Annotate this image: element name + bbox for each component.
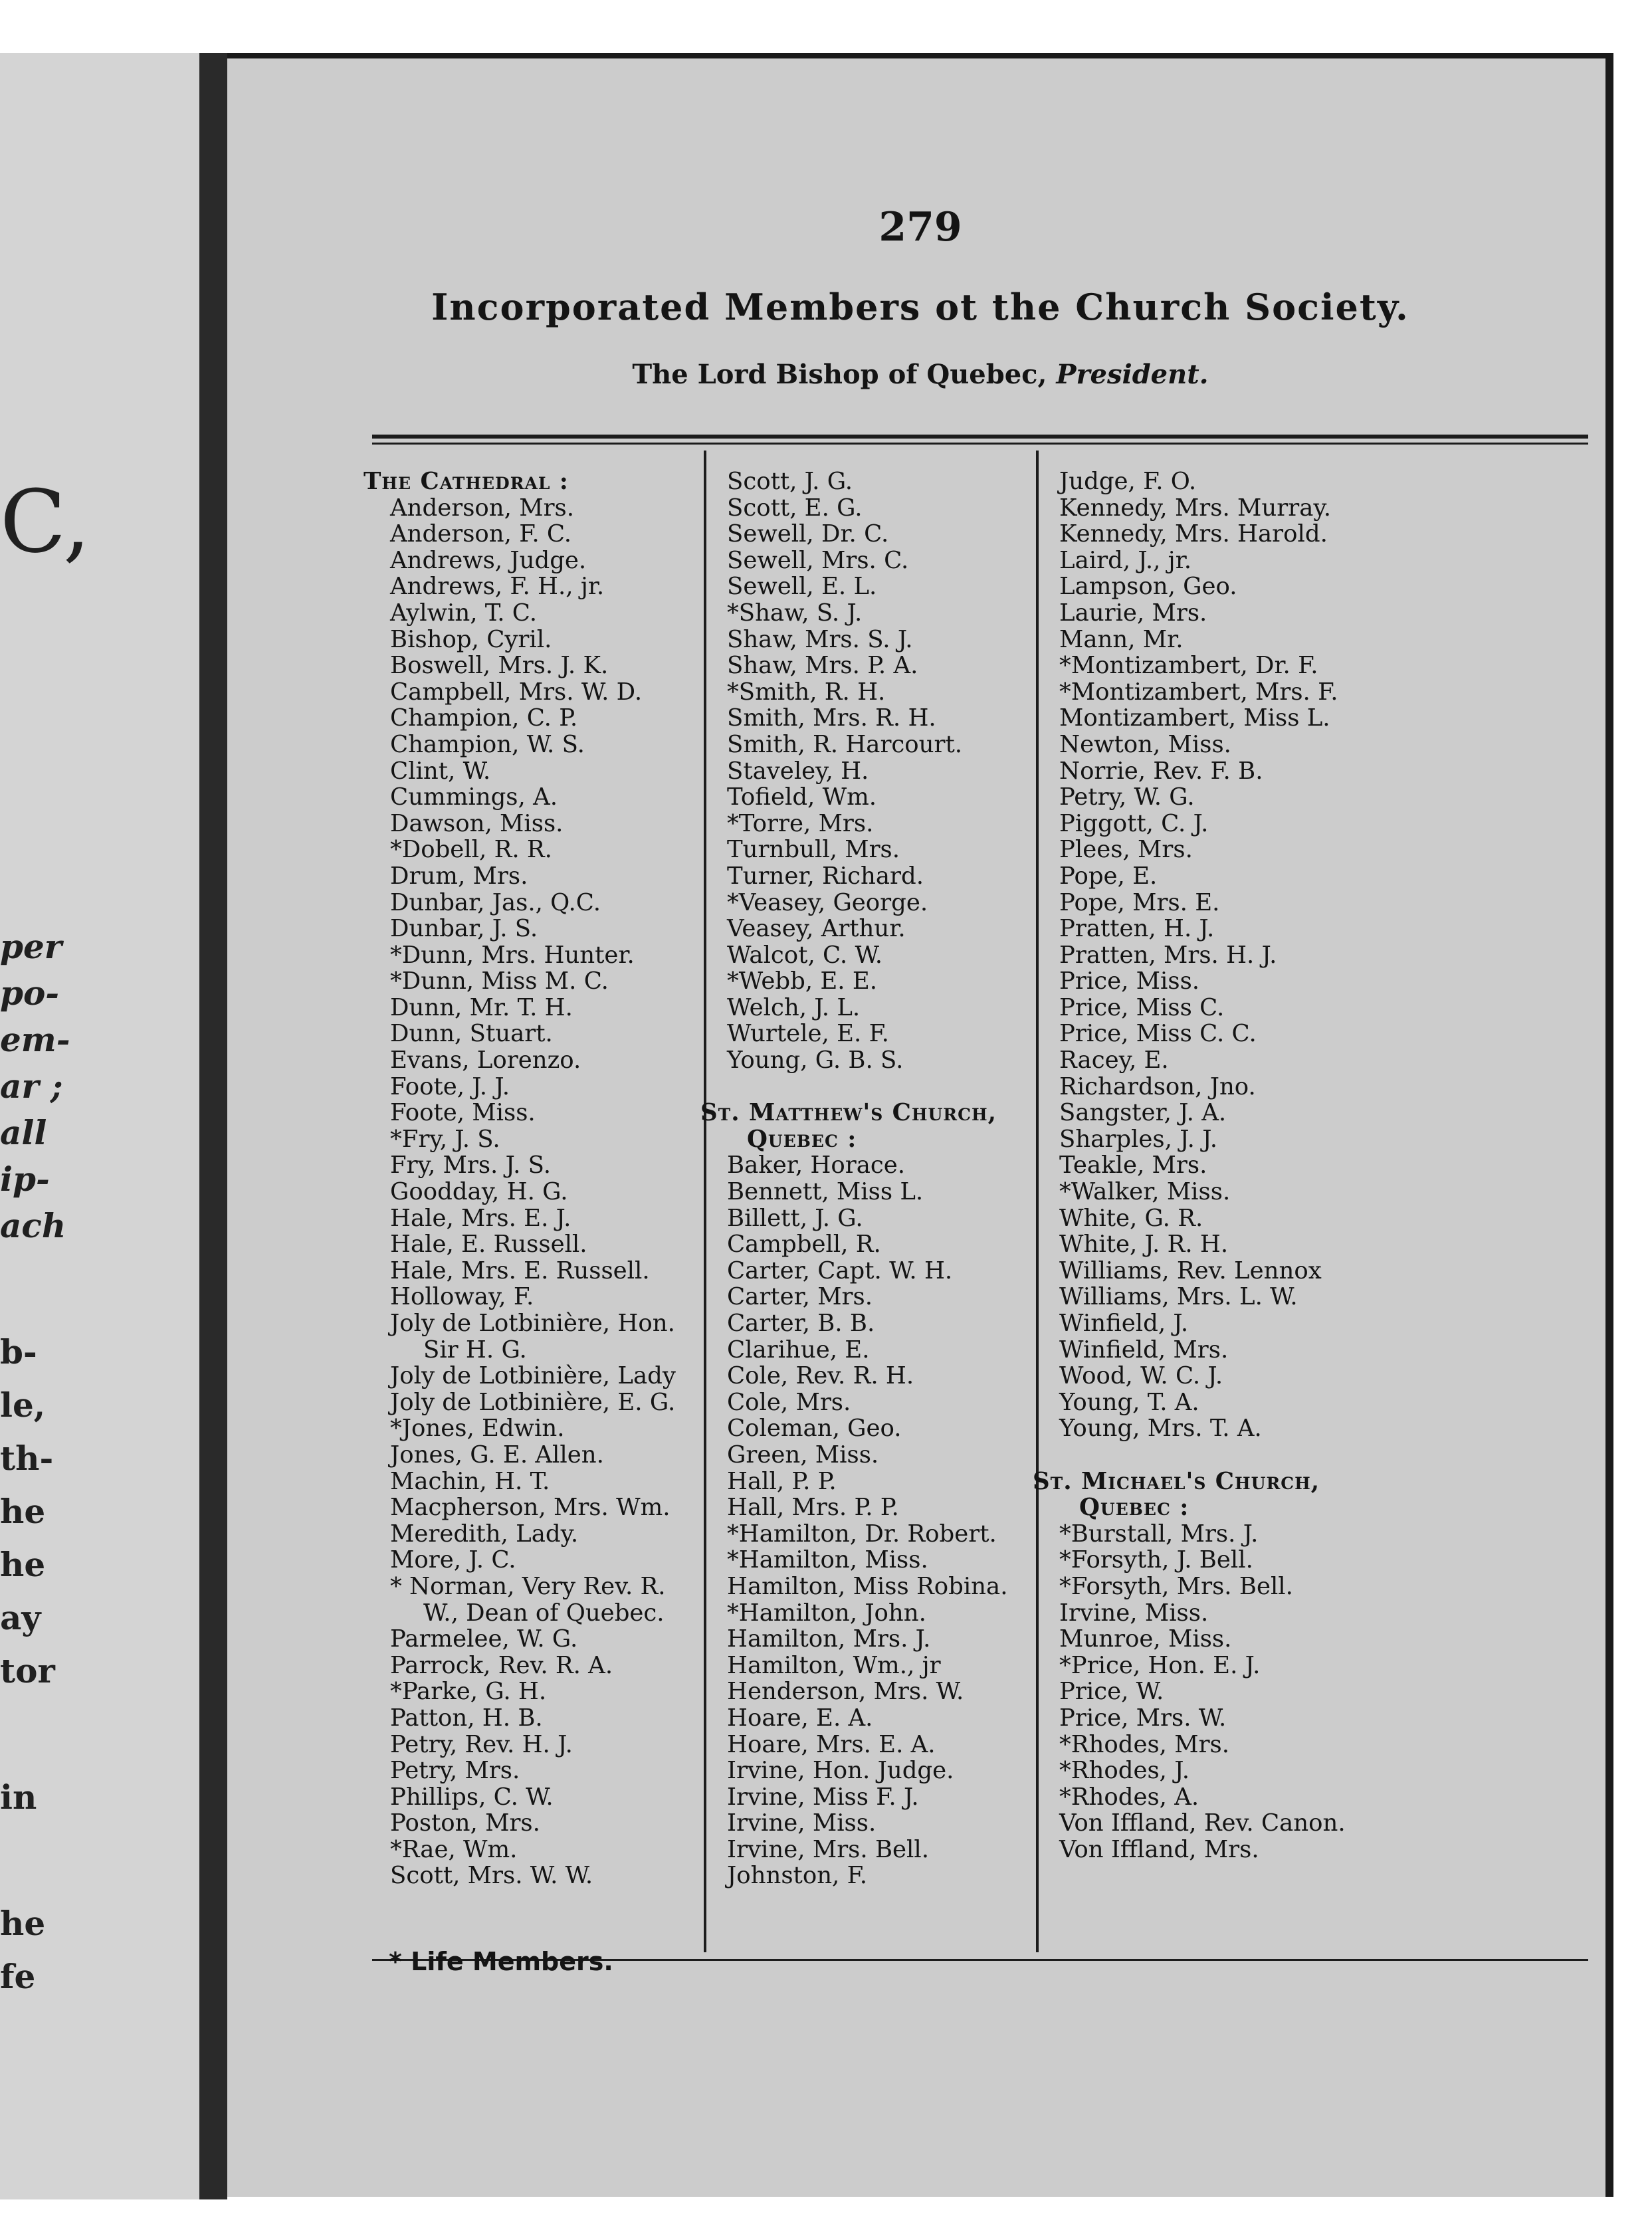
member-entry: *Veasey, George. xyxy=(727,888,928,916)
member-entry: Newton, Miss. xyxy=(1059,730,1231,758)
member-entry: Hoare, Mrs. E. A. xyxy=(727,1730,936,1758)
member-entry: Veasey, Arthur. xyxy=(727,915,906,943)
member-entry: Parmelee, W. G. xyxy=(390,1625,578,1653)
member-entry: Laird, J., jr. xyxy=(1059,546,1192,574)
member-entry: Turner, Richard. xyxy=(727,862,924,890)
member-entry: Cummings, A. xyxy=(390,783,558,811)
member-entry: Wood, W. C. J. xyxy=(1059,1362,1223,1390)
facing-page-fragment xyxy=(0,53,199,2199)
member-entry: Winfield, Mrs. xyxy=(1059,1336,1229,1364)
subtitle-text: The Lord Bishop of Quebec, xyxy=(632,359,1047,390)
member-entry: *Burstall, Mrs. J. xyxy=(1059,1520,1259,1548)
member-entry: Dunn, Stuart. xyxy=(390,1020,553,1048)
member-entry: Foote, Miss. xyxy=(390,1099,536,1127)
member-entry: Tofield, Wm. xyxy=(727,783,877,811)
member-entry: Phillips, C. W. xyxy=(390,1783,554,1811)
member-entry: Sewell, Mrs. C. xyxy=(727,546,909,574)
member-entry: Von Iffland, Rev. Canon. xyxy=(1059,1809,1346,1837)
member-entry: Foote, J. J. xyxy=(390,1072,510,1100)
member-entry: Price, Miss C. C. xyxy=(1059,1020,1257,1048)
member-entry: *Webb, E. E. xyxy=(727,967,878,995)
member-entry: Andrews, F. H., jr. xyxy=(390,573,605,601)
member-entry: W., Dean of Quebec. xyxy=(423,1599,665,1627)
member-entry: Pratten, Mrs. H. J. xyxy=(1059,941,1277,969)
member-entry: Carter, Mrs. xyxy=(727,1283,873,1311)
member-entry: Clint, W. xyxy=(390,757,491,785)
section-heading: Quebec : xyxy=(747,1125,857,1153)
facing-fragment: em- xyxy=(0,1020,70,1059)
page-subtitle xyxy=(227,359,1613,390)
member-entry: *Shaw, S. J. xyxy=(727,599,863,627)
member-entry: *Forsyth, Mrs. Bell. xyxy=(1059,1572,1293,1600)
facing-fragment: he xyxy=(0,1904,46,1943)
member-entry: Hamilton, Mrs. J. xyxy=(727,1625,931,1653)
member-entry: Shaw, Mrs. P. A. xyxy=(727,652,918,680)
member-entry: Shaw, Mrs. S. J. xyxy=(727,625,913,653)
section-heading: St. Michael's Church, xyxy=(1033,1467,1320,1495)
member-entry: Plees, Mrs. xyxy=(1059,836,1193,864)
member-entry: Parrock, Rev. R. A. xyxy=(390,1651,613,1679)
facing-fragment: he xyxy=(0,1492,46,1531)
member-entry: Jones, G. E. Allen. xyxy=(390,1441,604,1469)
member-entry: Price, Miss C. xyxy=(1059,993,1225,1021)
facing-fragment: ip- xyxy=(0,1160,50,1199)
facing-fragment: tor xyxy=(0,1651,55,1690)
member-entry: Meredith, Lady. xyxy=(390,1520,579,1548)
member-entry: Montizambert, Miss L. xyxy=(1059,704,1330,732)
member-entry: *Jones, Edwin. xyxy=(390,1415,565,1443)
facing-fragment: b- xyxy=(0,1332,37,1372)
member-entry: Clarihue, E. xyxy=(727,1336,870,1364)
member-entry: Campbell, R. xyxy=(727,1231,881,1259)
member-entry: Smith, R. Harcourt. xyxy=(727,730,963,758)
section-spacer xyxy=(700,1074,1007,1100)
member-entry: Staveley, H. xyxy=(727,757,869,785)
section-spacer xyxy=(1033,1442,1346,1469)
member-entry: Holloway, F. xyxy=(390,1283,534,1311)
member-entry: *Price, Hon. E. J. xyxy=(1059,1651,1261,1679)
member-entry: Welch, J. L. xyxy=(727,993,861,1021)
page-top-edge xyxy=(227,53,1613,58)
member-entry: White, J. R. H. xyxy=(1059,1231,1229,1259)
member-entry: Evans, Lorenzo. xyxy=(390,1047,581,1074)
member-entry: Lampson, Geo. xyxy=(1059,573,1237,601)
member-entry: Fry, Mrs. J. S. xyxy=(390,1152,551,1179)
member-entry: Billett, J. G. xyxy=(727,1204,863,1232)
facing-fragment: he xyxy=(0,1545,46,1584)
member-entry: Sir H. G. xyxy=(423,1336,527,1364)
member-column-1 xyxy=(363,468,676,1889)
member-entry: * Norman, Very Rev. R. xyxy=(390,1572,666,1600)
facing-fragment: C, xyxy=(0,471,91,572)
member-entry: Petry, Rev. H. J. xyxy=(390,1730,573,1758)
member-entry: Hamilton, Wm., jr xyxy=(727,1651,941,1679)
member-entry: Patton, H. B. xyxy=(390,1704,543,1732)
member-entry: Wurtele, E. F. xyxy=(727,1020,889,1048)
member-entry: Williams, Mrs. L. W. xyxy=(1059,1283,1298,1311)
member-entry: Campbell, Mrs. W. D. xyxy=(390,678,643,706)
facing-fragment: in xyxy=(0,1778,37,1817)
member-entry: Irvine, Miss. xyxy=(727,1809,877,1837)
member-entry: Judge, F. O. xyxy=(1059,468,1197,495)
member-entry: Norrie, Rev. F. B. xyxy=(1059,757,1263,785)
member-entry: *Smith, R. H. xyxy=(727,678,886,706)
member-entry: Scott, Mrs. W. W. xyxy=(390,1862,593,1890)
member-entry: Hall, P. P. xyxy=(727,1467,837,1495)
member-entry: Henderson, Mrs. W. xyxy=(727,1678,964,1706)
member-entry: Von Iffland, Mrs. xyxy=(1059,1835,1259,1863)
member-entry: Kennedy, Mrs. Murray. xyxy=(1059,494,1331,522)
member-entry: Carter, B. B. xyxy=(727,1310,875,1337)
member-entry: Piggott, C. J. xyxy=(1059,809,1209,837)
facing-fragment: th- xyxy=(0,1439,54,1478)
member-entry: Teakle, Mrs. xyxy=(1059,1152,1207,1179)
member-entry: Young, T. A. xyxy=(1059,1388,1199,1416)
facing-fragment: le, xyxy=(0,1385,46,1425)
facing-fragment: all xyxy=(0,1113,47,1152)
book-gutter xyxy=(199,53,227,2199)
member-entry: Champion, W. S. xyxy=(390,730,585,758)
member-entry: Drum, Mrs. xyxy=(390,862,528,890)
member-entry: Irvine, Miss F. J. xyxy=(727,1783,919,1811)
member-entry: Joly de Lotbinière, E. G. xyxy=(390,1388,676,1416)
member-entry: Laurie, Mrs. xyxy=(1059,599,1207,627)
page-title: Incorporated Members ot the Church Society. xyxy=(431,286,1409,328)
facing-fragment: po- xyxy=(0,973,60,1013)
facing-fragment: ar ; xyxy=(0,1067,63,1106)
member-entry: Pratten, H. J. xyxy=(1059,915,1215,943)
member-entry: Price, W. xyxy=(1059,1678,1164,1706)
member-entry: Aylwin, T. C. xyxy=(390,599,537,627)
member-entry: Cole, Mrs. xyxy=(727,1388,851,1416)
member-entry: *Torre, Mrs. xyxy=(727,809,874,837)
member-entry: Coleman, Geo. xyxy=(727,1415,902,1443)
member-entry: Hale, E. Russell. xyxy=(390,1231,587,1259)
member-entry: *Hamilton, Dr. Robert. xyxy=(727,1520,997,1548)
member-entry: Joly de Lotbinière, Lady xyxy=(390,1362,676,1390)
subtitle-emphasis: President. xyxy=(1056,359,1209,390)
member-entry: Kennedy, Mrs. Harold. xyxy=(1059,520,1328,548)
member-entry: Pope, E. xyxy=(1059,862,1158,890)
member-entry: *Forsyth, J. Bell. xyxy=(1059,1546,1253,1574)
member-entry: Bennett, Miss L. xyxy=(727,1178,924,1206)
member-entry: Pope, Mrs. E. xyxy=(1059,888,1220,916)
facing-fragment: fe xyxy=(0,1957,36,1996)
member-entry: Carter, Capt. W. H. xyxy=(727,1257,953,1284)
member-entry: Johnston, F. xyxy=(727,1862,868,1890)
member-entry: Baker, Horace. xyxy=(727,1152,906,1179)
member-entry: Champion, C. P. xyxy=(390,704,578,732)
member-entry: Petry, Mrs. xyxy=(390,1757,520,1785)
member-entry: Hale, Mrs. E. Russell. xyxy=(390,1257,650,1284)
member-entry: Young, Mrs. T. A. xyxy=(1059,1415,1262,1443)
member-entry: Williams, Rev. Lennox xyxy=(1059,1257,1322,1284)
member-entry: Dunbar, Jas., Q.C. xyxy=(390,888,601,916)
member-entry: Hamilton, Miss Robina. xyxy=(727,1572,1008,1600)
member-entry: *Rhodes, A. xyxy=(1059,1783,1199,1811)
section-heading: Quebec : xyxy=(1079,1494,1189,1522)
page xyxy=(227,53,1613,2197)
member-entry: Macpherson, Mrs. Wm. xyxy=(390,1494,671,1522)
member-entry: Poston, Mrs. xyxy=(390,1809,540,1837)
member-entry: Price, Mrs. W. xyxy=(1059,1704,1227,1732)
facing-fragment: ach xyxy=(0,1206,66,1245)
member-entry: Petry, W. G. xyxy=(1059,783,1195,811)
member-entry: Turnbull, Mrs. xyxy=(727,836,900,864)
double-rule-top xyxy=(372,435,1588,439)
member-entry: *Walker, Miss. xyxy=(1059,1178,1231,1206)
member-entry: Dunn, Mr. T. H. xyxy=(390,993,573,1021)
member-entry: Dunbar, J. S. xyxy=(390,915,538,943)
member-column-2 xyxy=(700,468,1007,1889)
member-entry: Goodday, H. G. xyxy=(390,1178,568,1206)
member-entry: *Rae, Wm. xyxy=(390,1835,518,1863)
member-entry: Scott, J. G. xyxy=(727,468,853,495)
member-entry: Dawson, Miss. xyxy=(390,809,564,837)
section-heading: St. Matthew's Church, xyxy=(700,1099,997,1127)
member-entry: *Fry, J. S. xyxy=(390,1125,500,1153)
member-entry: Hale, Mrs. E. J. xyxy=(390,1204,571,1232)
member-entry: Scott, E. G. xyxy=(727,494,863,522)
member-entry: *Dunn, Miss M. C. xyxy=(390,967,609,995)
member-entry: *Hamilton, Miss. xyxy=(727,1546,928,1574)
member-entry: *Hamilton, John. xyxy=(727,1599,926,1627)
member-entry: *Rhodes, Mrs. xyxy=(1059,1730,1230,1758)
member-entry: Price, Miss. xyxy=(1059,967,1200,995)
member-entry: Cole, Rev. R. H. xyxy=(727,1362,914,1390)
member-entry: *Montizambert, Dr. F. xyxy=(1059,652,1318,680)
member-entry: *Dunn, Mrs. Hunter. xyxy=(390,941,635,969)
member-entry: Sangster, J. A. xyxy=(1059,1099,1227,1127)
member-entry: Racey, E. xyxy=(1059,1047,1169,1074)
member-entry: Hoare, E. A. xyxy=(727,1704,873,1732)
member-column-3 xyxy=(1033,468,1346,1863)
member-entry: Green, Miss. xyxy=(727,1441,879,1469)
member-entry: White, G. R. xyxy=(1059,1204,1203,1232)
member-entry: Winfield, J. xyxy=(1059,1310,1189,1337)
member-entry: Irvine, Hon. Judge. xyxy=(727,1757,954,1785)
member-entry: More, J. C. xyxy=(390,1546,516,1574)
member-entry: Machin, H. T. xyxy=(390,1467,550,1495)
member-entry: Hall, Mrs. P. P. xyxy=(727,1494,899,1522)
member-entry: Bishop, Cyril. xyxy=(390,625,552,653)
member-entry: Richardson, Jno. xyxy=(1059,1072,1256,1100)
member-entry: *Parke, G. H. xyxy=(390,1678,547,1706)
member-entry: *Dobell, R. R. xyxy=(390,836,552,864)
member-entry: Sharples, J. J. xyxy=(1059,1125,1217,1153)
page-number: 279 xyxy=(878,204,962,251)
member-entry: Andrews, Judge. xyxy=(390,546,587,574)
member-entry: Munroe, Miss. xyxy=(1059,1625,1232,1653)
member-entry: *Rhodes, J. xyxy=(1059,1757,1189,1785)
member-entry: Boswell, Mrs. J. K. xyxy=(390,652,609,680)
member-entry: Anderson, Mrs. xyxy=(390,494,575,522)
member-entry: Irvine, Mrs. Bell. xyxy=(727,1835,930,1863)
double-rule-bottom xyxy=(372,443,1588,445)
member-entry: Irvine, Miss. xyxy=(1059,1599,1209,1627)
facing-fragment: per xyxy=(0,927,62,966)
member-entry: Mann, Mr. xyxy=(1059,625,1184,653)
member-entry: Joly de Lotbinière, Hon. xyxy=(390,1310,675,1337)
member-entry: *Montizambert, Mrs. F. xyxy=(1059,678,1338,706)
member-entry: Sewell, Dr. C. xyxy=(727,520,889,548)
member-entry: Young, G. B. S. xyxy=(727,1047,904,1074)
member-entry: Sewell, E. L. xyxy=(727,573,877,601)
member-entry: Anderson, F. C. xyxy=(390,520,572,548)
member-entry: Smith, Mrs. R. H. xyxy=(727,704,936,732)
facing-fragment: ay xyxy=(0,1598,41,1637)
footnote-life-members: * Life Members. xyxy=(389,1947,613,1976)
member-entry: Walcot, C. W. xyxy=(727,941,883,969)
section-heading: The Cathedral : xyxy=(363,468,569,495)
